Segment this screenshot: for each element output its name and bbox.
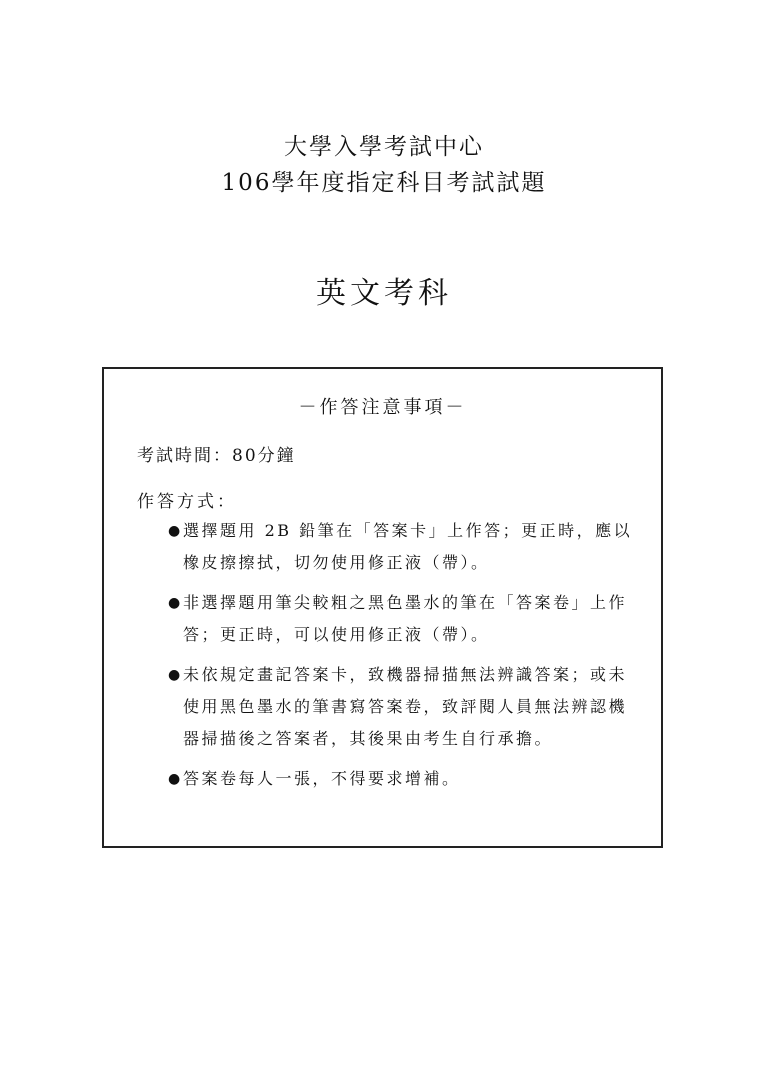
rules-list (168, 515, 638, 803)
organization-title: 大學入學考試中心 (284, 134, 484, 160)
exam-title: 106學年度指定科目考試試題 (221, 170, 547, 196)
subject-title: 英文考科 (316, 276, 452, 311)
rule-text: 未依規定畫記答案卡，致機器掃描無法辨識答案；或未使用黑色墨水的筆書寫答案卷，致評閱人員無法辨認機器掃描後之答案者，其後果由考生自行承擔。 (183, 665, 628, 748)
rule-text: 答案卷每人一張，不得要求增補。 (183, 769, 461, 788)
bullet-icon: ● (168, 771, 183, 787)
bullet-icon: ● (168, 523, 183, 539)
rule-text: 選擇題用 2B 鉛筆在「答案卡」上作答；更正時，應以橡皮擦擦拭，切勿使用修正液（帶）。 (183, 521, 633, 572)
rule-item (168, 659, 638, 755)
rule-text: 非選擇題用筆尖較粗之黑色墨水的筆在「答案卷」上作答；更正時，可以使用修正液（帶）。 (183, 593, 628, 644)
notice-heading: －作答注意事項－ (298, 397, 467, 418)
notice-box (102, 367, 663, 848)
bullet-icon: ● (168, 667, 183, 683)
exam-time: 考試時間：80分鐘 (137, 446, 296, 466)
answer-method-label: 作答方式： (137, 492, 237, 512)
rule-item (168, 587, 638, 651)
rule-item (168, 515, 638, 579)
bullet-icon: ● (168, 595, 183, 611)
rule-item (168, 763, 638, 795)
